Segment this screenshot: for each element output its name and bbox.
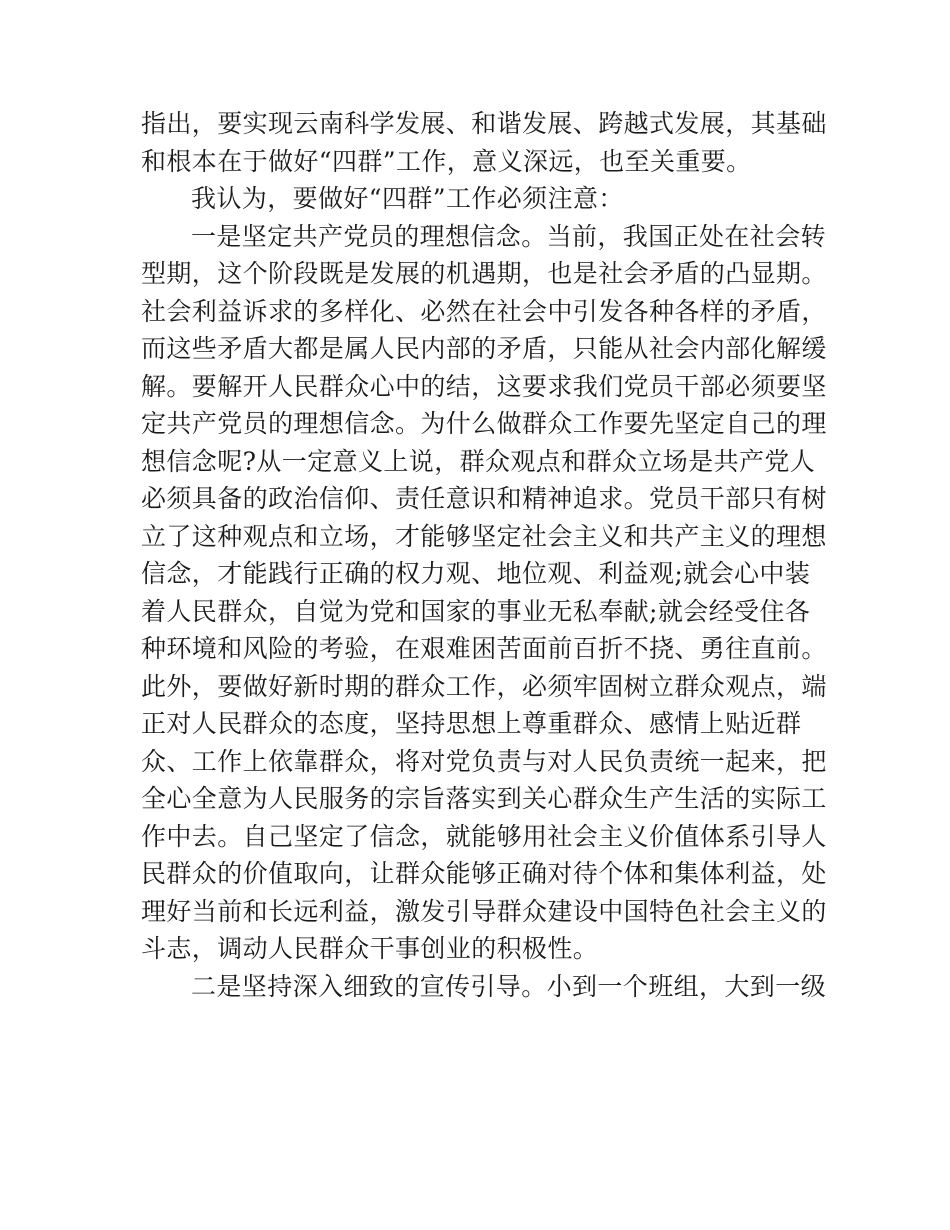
text-line: 信念，才能践行正确的权力观、地位观、利益观;就会心中装 — [141, 559, 811, 588]
paragraph-start-line: 我认为，要做好“四群”工作必须注意： — [191, 184, 624, 213]
text-line: 正对人民群众的态度，坚持思想上尊重群众、感情上贴近群 — [141, 709, 802, 738]
text-line: 种环境和风险的考验，在艰难困苦面前百折不挠、勇往直前。 — [141, 634, 827, 663]
text-line: 理好当前和长远利益，激发引导群众建设中国特色社会主义的 — [141, 896, 827, 926]
text-line: 型期，这个阶段既是发展的机遇期，也是社会矛盾的凸显期。 — [141, 259, 827, 288]
text-line: 想信念呢?从一定意义上说，群众观点和群众立场是共产党人 — [141, 446, 816, 476]
text-line: 全心全意为人民服务的宗旨落实到关心群众生产生活的实际工 — [141, 784, 827, 813]
text-line: 立了这种观点和立场，才能够坚定社会主义和共产主义的理想 — [141, 521, 827, 551]
text-line: 作中去。自己坚定了信念，就能够用社会主义价值体系引导人 — [141, 821, 827, 851]
paragraph-start-line: 二是坚持深入细致的宣传引导。小到一个班组，大到一级 — [191, 971, 827, 1001]
text-line: 解。要解开人民群众心中的结，这要求我们党员干部必须要坚 — [141, 371, 827, 401]
text-line: 社会利益诉求的多样化、必然在社会中引发各种各样的矛盾， — [141, 296, 827, 326]
document-body — [141, 105, 827, 1005]
text-line: 着人民群众，自觉为党和国家的事业无私奉献;就会经受住各 — [141, 596, 811, 626]
text-line: 众、工作上依靠群众，将对党负责与对人民负责统一起来，把 — [141, 746, 827, 776]
text-line: 和根本在于做好“四群”工作，意义深远，也至关重要。 — [141, 146, 752, 176]
text-line: 此外，要做好新时期的群众工作，必须牢固树立群众观点，端 — [141, 671, 827, 701]
text-line: 必须具备的政治信仰、责任意识和精神追求。党员干部只有树 — [141, 484, 827, 513]
text-line: 斗志，调动人民群众干事创业的积极性。 — [141, 934, 599, 963]
text-line: 定共产党员的理想信念。为什么做群众工作要先坚定自己的理 — [141, 409, 827, 438]
text-line: 民群众的价值取向，让群众能够正确对待个体和集体利益，处 — [141, 859, 827, 888]
paragraph-start-line: 一是坚定共产党员的理想信念。当前，我国正处在社会转 — [191, 221, 827, 251]
text-line: 而这些矛盾大都是属人民内部的矛盾，只能从社会内部化解缓 — [141, 334, 827, 363]
text-line: 指出，要实现云南科学发展、和谐发展、跨越式发展，其基础 — [141, 109, 827, 138]
